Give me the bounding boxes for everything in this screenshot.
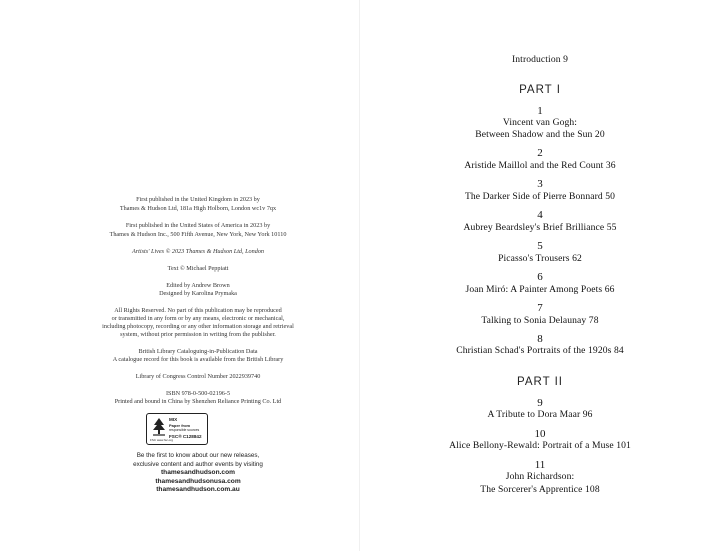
imprint-line: Printed and bound in China by Shenzhen Reliance Printing Co. Ltd (114, 398, 282, 405)
toc-part-heading: PART II (517, 376, 563, 388)
fsc-logo (146, 413, 208, 445)
toc-chapter-number: 6 (537, 271, 543, 283)
toc-chapter-title: A Tribute to Dora Maar 96 (487, 409, 593, 420)
fsc-paper-label: Paper from (169, 423, 191, 428)
imprint-line: Text © Michael Peppiatt (167, 265, 229, 272)
toc-chapter-number: 9 (537, 397, 543, 409)
toc-chapter-number: 1 (537, 105, 543, 117)
promo-line: Be the first to know about our new releases, (136, 452, 260, 459)
toc-chapter-number: 11 (534, 459, 546, 471)
promo-link[interactable]: thamesandhudson.com (160, 469, 235, 476)
toc-chapter-title: John Richardson: (505, 471, 575, 482)
fsc-mix-label: MIX (169, 417, 178, 422)
promo-link[interactable]: thamesandhudsonusa.com (155, 477, 241, 485)
imprint-line: Designed by Karolina Prymaka (159, 290, 237, 297)
imprint-line: British Library Cataloguing-in-Publication Data (138, 348, 258, 355)
toc-chapter-number: 3 (537, 178, 543, 190)
isbn-line: ISBN 978-0-500-02196-5 (165, 390, 231, 397)
fsc-code: FSC® C128842 (169, 434, 202, 439)
toc-chapter-number: 4 (537, 209, 543, 221)
toc-chapter-title: Aristide Maillol and the Red Count 36 (464, 160, 616, 171)
imprint-line: A catalogue record for this book is available from the British Library (112, 356, 284, 363)
toc-chapter-title: Vincent van Gogh: (502, 117, 578, 128)
promo-link[interactable]: thamesandhudson.com.au (156, 486, 240, 493)
imprint-line: or transmitted in any form or by any means, electronic or mechanical, (111, 315, 285, 322)
imprint-line: Thames & Hudson Inc., 500 Fifth Avenue, New York, New York 10110 (109, 231, 287, 238)
toc-chapter-title: Christian Schad's Portraits of the 1920s 84 (456, 345, 624, 356)
toc-chapter-number: 7 (537, 302, 543, 314)
imprint-line: Edited by Andrew Brown (166, 282, 230, 289)
imprint-line-title: Artists' Lives © 2023 Thames & Hudson Ltd, London (131, 248, 265, 255)
toc-chapter-title: Picasso's Trousers 62 (498, 253, 582, 264)
promo-line: exclusive content and author events by visiting (133, 460, 263, 468)
toc-chapter-number: 5 (537, 240, 543, 252)
imprint-line: including photocopy, recording or any other information storage and retrieval (102, 323, 294, 330)
imprint-line: First published in the United States of America in 2023 by (125, 222, 271, 229)
toc-chapter-number: 2 (537, 147, 543, 159)
fsc-tree-icon (151, 417, 167, 437)
imprint-line: system, without prior permission in writing from the publisher. (120, 331, 276, 338)
contents-page (360, 0, 720, 551)
toc-chapter-title: Alice Bellony-Rewald: Portrait of a Muse 101 (449, 440, 631, 451)
toc-chapter-title: Joan Miró: A Painter Among Poets 66 (465, 284, 615, 295)
imprint-line: First published in the United Kingdom in 2023 by (136, 196, 260, 203)
toc-chapter-number: 10 (534, 428, 546, 440)
imprint-line: Thames & Hudson Ltd, 181a High Holborn, London wc1v 7qx (119, 205, 277, 212)
toc-chapter-title: The Sorcerer's Apprentice 108 (480, 484, 600, 495)
fsc-responsible-label: responsible sources (169, 428, 200, 432)
toc-introduction: Introduction 9 (511, 54, 569, 65)
toc-chapter-title: The Darker Side of Pierre Bonnard 50 (464, 191, 616, 202)
imprint-line: Library of Congress Control Number 2022939740 (135, 373, 261, 380)
imprint-line: All Rights Reserved. No part of this publication may be reproduced (114, 307, 282, 314)
fsc-website: FSC www.fsc.org (150, 438, 174, 442)
toc-chapter-title: Aubrey Beardsley's Brief Brilliance 55 (463, 222, 617, 233)
toc-chapter-title: Between Shadow and the Sun 20 (475, 129, 605, 140)
toc-chapter-number: 8 (537, 333, 543, 345)
toc-part-heading: PART I (519, 84, 561, 96)
toc-chapter-title: Talking to Sonia Delaunay 78 (481, 315, 599, 326)
